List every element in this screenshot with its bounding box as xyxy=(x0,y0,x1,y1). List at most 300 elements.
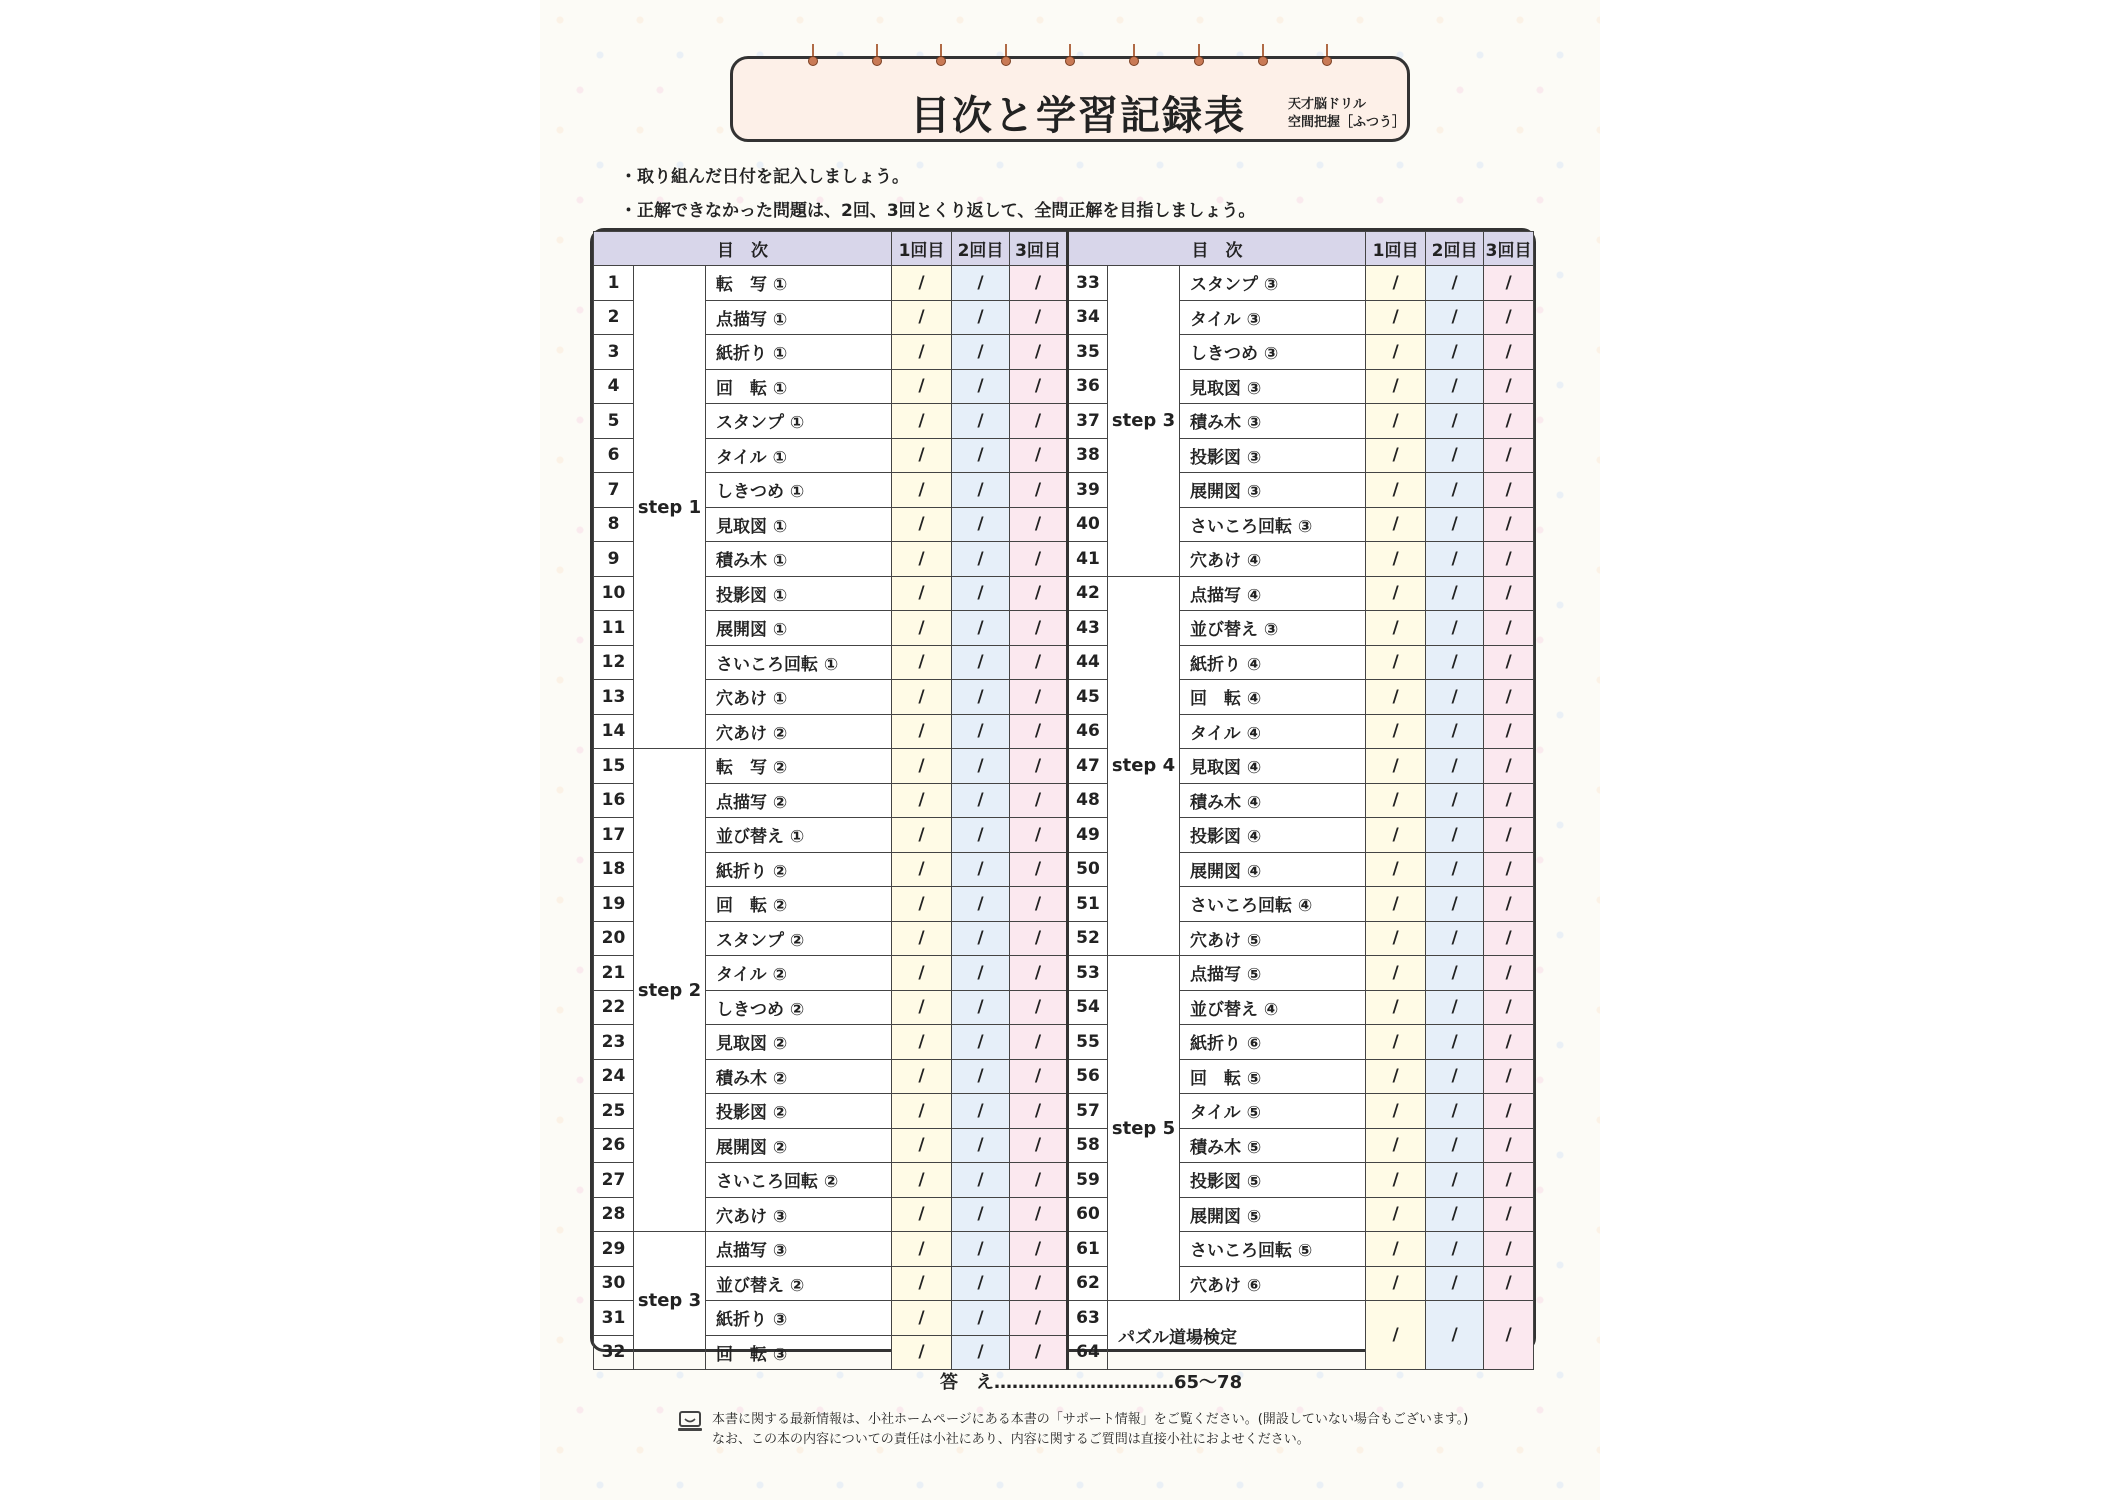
item-number: 37 xyxy=(1068,404,1108,439)
date-cell-3[interactable]: / xyxy=(1484,1163,1534,1198)
ring-binding xyxy=(1193,50,1205,70)
item-name: 紙折り ② xyxy=(706,852,892,887)
date-cell-1[interactable]: / xyxy=(892,1266,952,1301)
date-cell-3[interactable]: / xyxy=(1484,542,1534,577)
item-number: 64 xyxy=(1068,1335,1108,1370)
item-name: 紙折り ③ xyxy=(706,1301,892,1336)
date-cell-1[interactable]: / xyxy=(892,335,952,370)
item-number: 42 xyxy=(1068,576,1108,611)
date-cell-3[interactable]: / xyxy=(1484,1128,1534,1163)
date-cell-3[interactable]: / xyxy=(1484,990,1534,1025)
date-cell-2[interactable]: / xyxy=(1426,542,1484,577)
item-number: 61 xyxy=(1068,1232,1108,1267)
date-cell-3[interactable]: / xyxy=(1010,542,1068,577)
ring-binding xyxy=(1128,50,1140,70)
date-cell-1[interactable]: / xyxy=(892,852,952,887)
date-cell-3[interactable]: / xyxy=(1010,1025,1068,1060)
page-title: 目次と学習記録表 xyxy=(910,93,1246,139)
item-number: 57 xyxy=(1068,1094,1108,1129)
date-cell-2[interactable]: / xyxy=(952,714,1010,749)
item-number: 12 xyxy=(594,645,634,680)
date-cell-2[interactable]: / xyxy=(952,473,1010,508)
date-cell-2[interactable]: / xyxy=(1426,266,1484,301)
book-name-line2: 空間把握［ふつう］ xyxy=(1288,115,1406,130)
date-cell-1[interactable]: / xyxy=(892,714,952,749)
ring-binding xyxy=(1257,50,1269,70)
date-cell-1[interactable]: / xyxy=(1366,1025,1426,1060)
item-number: 6 xyxy=(594,438,634,473)
date-cell-3[interactable]: / xyxy=(1484,1266,1534,1301)
date-cell-3[interactable]: / xyxy=(1010,783,1068,818)
date-cell-2[interactable]: / xyxy=(952,335,1010,370)
date-cell-2[interactable]: / xyxy=(1426,1266,1484,1301)
table-row xyxy=(594,680,1534,715)
date-cell-2[interactable]: / xyxy=(1426,956,1484,991)
item-name: 並び替え ① xyxy=(706,818,892,853)
item-name: さいころ回転 ② xyxy=(706,1163,892,1198)
date-cell-3[interactable]: / xyxy=(1484,680,1534,715)
item-number: 34 xyxy=(1068,300,1108,335)
date-cell-1[interactable]: / xyxy=(892,1197,952,1232)
date-cell-2[interactable]: / xyxy=(952,576,1010,611)
date-cell-3[interactable]: / xyxy=(1484,1232,1534,1267)
date-cell-2[interactable]: / xyxy=(1426,335,1484,370)
item-name: 見取図 ③ xyxy=(1180,369,1366,404)
answers-line: 答 え…………………………65〜78 xyxy=(940,1372,1243,1393)
date-cell-2[interactable]: / xyxy=(1426,921,1484,956)
date-cell-2[interactable]: / xyxy=(952,300,1010,335)
item-number: 58 xyxy=(1068,1128,1108,1163)
date-cell-1[interactable]: / xyxy=(892,1163,952,1198)
item-number: 7 xyxy=(594,473,634,508)
date-cell-1[interactable]: / xyxy=(1366,335,1426,370)
table-row xyxy=(594,1025,1534,1060)
book-name-line1: 天才脳ドリル xyxy=(1288,97,1367,112)
date-cell-2[interactable]: / xyxy=(952,1232,1010,1267)
date-cell-2[interactable]: / xyxy=(952,887,1010,922)
toc-table xyxy=(593,231,1534,1370)
date-cell-3[interactable]: / xyxy=(1484,921,1534,956)
date-cell-1[interactable]: / xyxy=(892,300,952,335)
instruction-1: ・取り組んだ日付を記入しましょう。 xyxy=(620,167,909,187)
item-number: 28 xyxy=(594,1197,634,1232)
date-cell-2[interactable]: / xyxy=(1426,749,1484,784)
date-cell-2[interactable]: / xyxy=(952,404,1010,439)
step-label: step 5 xyxy=(1108,956,1180,1301)
date-cell-3[interactable]: / xyxy=(1010,1197,1068,1232)
item-name: 紙折り ⑥ xyxy=(1180,1025,1366,1060)
item-name: 回 転 ③ xyxy=(706,1335,892,1370)
table-row xyxy=(594,369,1534,404)
date-cell-1[interactable]: / xyxy=(1366,542,1426,577)
date-cell-1[interactable]: / xyxy=(892,887,952,922)
date-cell-2[interactable]: / xyxy=(1426,1301,1484,1370)
date-cell-2[interactable]: / xyxy=(952,990,1010,1025)
item-number: 56 xyxy=(1068,1059,1108,1094)
item-name: スタンプ ③ xyxy=(1180,266,1366,301)
date-cell-2[interactable]: / xyxy=(952,818,1010,853)
date-cell-1[interactable]: / xyxy=(892,507,952,542)
date-cell-2[interactable]: / xyxy=(952,266,1010,301)
date-cell-1[interactable]: / xyxy=(1366,714,1426,749)
date-cell-1[interactable]: / xyxy=(1366,852,1426,887)
date-cell-2[interactable]: / xyxy=(1426,1059,1484,1094)
date-cell-1[interactable]: / xyxy=(1366,887,1426,922)
date-cell-3[interactable]: / xyxy=(1484,369,1534,404)
date-cell-1[interactable]: / xyxy=(892,404,952,439)
date-cell-1[interactable]: / xyxy=(892,438,952,473)
item-number: 45 xyxy=(1068,680,1108,715)
item-name: タイル ⑤ xyxy=(1180,1094,1366,1129)
item-name: 穴あけ ⑥ xyxy=(1180,1266,1366,1301)
date-cell-2[interactable]: / xyxy=(1426,438,1484,473)
date-cell-2[interactable]: / xyxy=(1426,1094,1484,1129)
date-cell-1[interactable]: / xyxy=(1366,473,1426,508)
item-number: 39 xyxy=(1068,473,1108,508)
date-cell-2[interactable]: / xyxy=(1426,300,1484,335)
date-cell-1[interactable]: / xyxy=(892,749,952,784)
item-number: 25 xyxy=(594,1094,634,1129)
date-cell-2[interactable]: / xyxy=(1426,783,1484,818)
date-cell-1[interactable]: / xyxy=(1366,576,1426,611)
item-name: しきつめ ① xyxy=(706,473,892,508)
date-cell-1[interactable]: / xyxy=(892,369,952,404)
item-number: 23 xyxy=(594,1025,634,1060)
date-cell-2[interactable]: / xyxy=(1426,404,1484,439)
item-name: 点描写 ④ xyxy=(1180,576,1366,611)
date-cell-1[interactable]: / xyxy=(1366,507,1426,542)
date-cell-2[interactable]: / xyxy=(1426,576,1484,611)
item-name: さいころ回転 ④ xyxy=(1180,887,1366,922)
date-cell-2[interactable]: / xyxy=(1426,714,1484,749)
date-cell-1[interactable]: / xyxy=(1366,300,1426,335)
item-name: 紙折り ④ xyxy=(1180,645,1366,680)
date-cell-1[interactable]: / xyxy=(892,266,952,301)
date-cell-3[interactable]: / xyxy=(1484,473,1534,508)
date-cell-1[interactable]: / xyxy=(1366,404,1426,439)
item-name: 点描写 ① xyxy=(706,300,892,335)
item-name: 展開図 ⑤ xyxy=(1180,1197,1366,1232)
date-cell-3[interactable]: / xyxy=(1484,749,1534,784)
date-cell-2[interactable]: / xyxy=(952,783,1010,818)
item-name: 展開図 ② xyxy=(706,1128,892,1163)
date-cell-3[interactable]: / xyxy=(1010,818,1068,853)
date-cell-3[interactable]: / xyxy=(1010,611,1068,646)
date-cell-1[interactable]: / xyxy=(892,1301,952,1336)
date-cell-2[interactable]: / xyxy=(952,1094,1010,1129)
date-cell-3[interactable]: / xyxy=(1484,404,1534,439)
book-name xyxy=(1288,96,1405,132)
item-number: 27 xyxy=(594,1163,634,1198)
table-row xyxy=(594,1094,1534,1129)
date-cell-3[interactable]: / xyxy=(1010,576,1068,611)
date-cell-1[interactable]: / xyxy=(892,1094,952,1129)
date-cell-3[interactable]: / xyxy=(1484,714,1534,749)
date-cell-2[interactable]: / xyxy=(1426,680,1484,715)
table-row xyxy=(594,749,1534,784)
date-cell-3[interactable]: / xyxy=(1010,852,1068,887)
col-header-2: 2回目 xyxy=(952,232,1010,266)
item-name: 転 写 ① xyxy=(706,266,892,301)
item-number: 8 xyxy=(594,507,634,542)
item-number: 10 xyxy=(594,576,634,611)
date-cell-2[interactable]: / xyxy=(1426,1197,1484,1232)
date-cell-3[interactable]: / xyxy=(1010,714,1068,749)
date-cell-3[interactable]: / xyxy=(1010,1266,1068,1301)
date-cell-3[interactable]: / xyxy=(1010,1128,1068,1163)
item-name: 展開図 ① xyxy=(706,611,892,646)
item-number: 17 xyxy=(594,818,634,853)
date-cell-3[interactable]: / xyxy=(1010,680,1068,715)
date-cell-2[interactable]: / xyxy=(1426,611,1484,646)
date-cell-1[interactable]: / xyxy=(892,1335,952,1370)
item-name: 積み木 ④ xyxy=(1180,783,1366,818)
item-number: 9 xyxy=(594,542,634,577)
date-cell-3[interactable]: / xyxy=(1484,1025,1534,1060)
date-cell-1[interactable]: / xyxy=(892,783,952,818)
table-row xyxy=(594,921,1534,956)
date-cell-1[interactable]: / xyxy=(892,611,952,646)
date-cell-3[interactable]: / xyxy=(1484,783,1534,818)
item-number: 48 xyxy=(1068,783,1108,818)
date-cell-1[interactable]: / xyxy=(892,645,952,680)
date-cell-2[interactable]: / xyxy=(952,507,1010,542)
instruction-2: ・正解できなかった問題は、2回、3回とくり返して、全問正解を目指しましょう。 xyxy=(620,201,1256,221)
table-row xyxy=(594,852,1534,887)
date-cell-2[interactable]: / xyxy=(952,1266,1010,1301)
date-cell-3[interactable]: / xyxy=(1484,645,1534,680)
date-cell-2[interactable]: / xyxy=(1426,645,1484,680)
date-cell-3[interactable]: / xyxy=(1010,438,1068,473)
item-number: 40 xyxy=(1068,507,1108,542)
date-cell-2[interactable]: / xyxy=(952,956,1010,991)
date-cell-3[interactable]: / xyxy=(1010,300,1068,335)
item-number: 50 xyxy=(1068,852,1108,887)
date-cell-3[interactable]: / xyxy=(1010,887,1068,922)
item-number: 15 xyxy=(594,749,634,784)
date-cell-3[interactable]: / xyxy=(1010,369,1068,404)
date-cell-1[interactable]: / xyxy=(892,1025,952,1060)
date-cell-1[interactable]: / xyxy=(892,576,952,611)
ring-binding xyxy=(871,50,883,70)
date-cell-1[interactable]: / xyxy=(1366,369,1426,404)
date-cell-1[interactable]: / xyxy=(1366,956,1426,991)
date-cell-3[interactable]: / xyxy=(1484,1059,1534,1094)
table-row xyxy=(594,438,1534,473)
date-cell-1[interactable]: / xyxy=(1366,645,1426,680)
date-cell-3[interactable]: / xyxy=(1484,576,1534,611)
date-cell-3[interactable]: / xyxy=(1010,645,1068,680)
date-cell-1[interactable]: / xyxy=(1366,1197,1426,1232)
table-header-row xyxy=(594,232,1534,266)
date-cell-3[interactable]: / xyxy=(1010,990,1068,1025)
date-cell-3[interactable]: / xyxy=(1010,266,1068,301)
item-name: 穴あけ ③ xyxy=(706,1197,892,1232)
date-cell-2[interactable]: / xyxy=(1426,1232,1484,1267)
date-cell-3[interactable]: / xyxy=(1484,852,1534,887)
date-cell-1[interactable]: / xyxy=(892,1128,952,1163)
date-cell-3[interactable]: / xyxy=(1484,1197,1534,1232)
date-cell-1[interactable]: / xyxy=(892,1059,952,1094)
date-cell-1[interactable]: / xyxy=(1366,749,1426,784)
computer-icon xyxy=(677,1410,703,1434)
date-cell-3[interactable]: / xyxy=(1484,1301,1534,1370)
toc-header-right: 目 次 xyxy=(1068,232,1366,266)
date-cell-2[interactable]: / xyxy=(1426,818,1484,853)
item-name: 回 転 ① xyxy=(706,369,892,404)
item-number: 38 xyxy=(1068,438,1108,473)
date-cell-3[interactable]: / xyxy=(1010,1094,1068,1129)
date-cell-3[interactable]: / xyxy=(1484,611,1534,646)
item-name: 回 転 ⑤ xyxy=(1180,1059,1366,1094)
date-cell-2[interactable]: / xyxy=(1426,852,1484,887)
date-cell-1[interactable]: / xyxy=(1366,1059,1426,1094)
date-cell-1[interactable]: / xyxy=(1366,1301,1426,1370)
date-cell-3[interactable]: / xyxy=(1010,1059,1068,1094)
date-cell-2[interactable]: / xyxy=(1426,1025,1484,1060)
item-name: 積み木 ③ xyxy=(1180,404,1366,439)
date-cell-2[interactable]: / xyxy=(1426,369,1484,404)
date-cell-3[interactable]: / xyxy=(1010,1163,1068,1198)
date-cell-2[interactable]: / xyxy=(1426,1163,1484,1198)
item-name: スタンプ ② xyxy=(706,921,892,956)
item-number: 29 xyxy=(594,1232,634,1267)
date-cell-3[interactable]: / xyxy=(1010,1335,1068,1370)
special-test-label: パズル道場検定 xyxy=(1108,1301,1366,1370)
item-name: 見取図 ① xyxy=(706,507,892,542)
date-cell-2[interactable]: / xyxy=(952,1197,1010,1232)
date-cell-2[interactable]: / xyxy=(952,1163,1010,1198)
item-number: 18 xyxy=(594,852,634,887)
date-cell-1[interactable]: / xyxy=(1366,1094,1426,1129)
date-cell-1[interactable]: / xyxy=(892,680,952,715)
item-number: 31 xyxy=(594,1301,634,1336)
date-cell-2[interactable]: / xyxy=(952,852,1010,887)
date-cell-2[interactable]: / xyxy=(952,1059,1010,1094)
item-number: 2 xyxy=(594,300,634,335)
date-cell-3[interactable]: / xyxy=(1010,507,1068,542)
item-name: さいころ回転 ⑤ xyxy=(1180,1232,1366,1267)
item-number: 11 xyxy=(594,611,634,646)
item-name: しきつめ ② xyxy=(706,990,892,1025)
date-cell-2[interactable]: / xyxy=(952,680,1010,715)
table-row xyxy=(594,1301,1534,1336)
date-cell-2[interactable]: / xyxy=(952,542,1010,577)
item-name: 投影図 ③ xyxy=(1180,438,1366,473)
date-cell-1[interactable]: / xyxy=(892,542,952,577)
date-cell-2[interactable]: / xyxy=(1426,1128,1484,1163)
item-name: 投影図 ④ xyxy=(1180,818,1366,853)
item-name: 展開図 ④ xyxy=(1180,852,1366,887)
date-cell-2[interactable]: / xyxy=(1426,507,1484,542)
date-cell-3[interactable]: / xyxy=(1484,1094,1534,1129)
item-name: さいころ回転 ③ xyxy=(1180,507,1366,542)
item-name: 回 転 ④ xyxy=(1180,680,1366,715)
item-name: 投影図 ⑤ xyxy=(1180,1163,1366,1198)
item-name: 点描写 ③ xyxy=(706,1232,892,1267)
date-cell-3[interactable]: / xyxy=(1010,956,1068,991)
date-cell-1[interactable]: / xyxy=(1366,1163,1426,1198)
date-cell-3[interactable]: / xyxy=(1484,438,1534,473)
ring-binding xyxy=(1321,50,1333,70)
date-cell-1[interactable]: / xyxy=(1366,1128,1426,1163)
date-cell-1[interactable]: / xyxy=(1366,1266,1426,1301)
date-cell-3[interactable]: / xyxy=(1484,507,1534,542)
item-number: 30 xyxy=(594,1266,634,1301)
table-row xyxy=(594,1128,1534,1163)
date-cell-1[interactable]: / xyxy=(892,818,952,853)
date-cell-1[interactable]: / xyxy=(1366,680,1426,715)
table-row xyxy=(594,404,1534,439)
date-cell-1[interactable]: / xyxy=(892,921,952,956)
date-cell-1[interactable]: / xyxy=(1366,818,1426,853)
item-number: 26 xyxy=(594,1128,634,1163)
date-cell-1[interactable]: / xyxy=(892,990,952,1025)
info-line-1: 本書に関する最新情報は、小社ホームページにある本書の「サポート情報」をご覧ください。(開設していない場合もございます。) xyxy=(712,1412,1469,1427)
ring-binding xyxy=(1064,50,1076,70)
date-cell-3[interactable]: / xyxy=(1484,818,1534,853)
date-cell-1[interactable]: / xyxy=(1366,1232,1426,1267)
date-cell-1[interactable]: / xyxy=(892,473,952,508)
item-number: 46 xyxy=(1068,714,1108,749)
date-cell-1[interactable]: / xyxy=(892,1232,952,1267)
date-cell-3[interactable]: / xyxy=(1010,921,1068,956)
date-cell-1[interactable]: / xyxy=(1366,990,1426,1025)
date-cell-2[interactable]: / xyxy=(952,611,1010,646)
item-number: 1 xyxy=(594,266,634,301)
date-cell-3[interactable]: / xyxy=(1484,956,1534,991)
date-cell-3[interactable]: / xyxy=(1484,887,1534,922)
item-name: タイル ② xyxy=(706,956,892,991)
item-number: 63 xyxy=(1068,1301,1108,1336)
date-cell-1[interactable]: / xyxy=(1366,921,1426,956)
date-cell-2[interactable]: / xyxy=(952,438,1010,473)
date-cell-3[interactable]: / xyxy=(1484,266,1534,301)
item-number: 47 xyxy=(1068,749,1108,784)
date-cell-1[interactable]: / xyxy=(1366,783,1426,818)
date-cell-2[interactable]: / xyxy=(952,645,1010,680)
info-line-2: なお、この本の内容についての責任は小社にあり、内容に関するご質問は直接小社におよせください。 xyxy=(712,1432,1310,1447)
date-cell-1[interactable]: / xyxy=(1366,611,1426,646)
date-cell-2[interactable]: / xyxy=(952,1335,1010,1370)
item-number: 5 xyxy=(594,404,634,439)
date-cell-2[interactable]: / xyxy=(1426,887,1484,922)
date-cell-2[interactable]: / xyxy=(952,921,1010,956)
date-cell-3[interactable]: / xyxy=(1010,1232,1068,1267)
item-name: タイル ① xyxy=(706,438,892,473)
date-cell-2[interactable]: / xyxy=(1426,473,1484,508)
date-cell-1[interactable]: / xyxy=(1366,266,1426,301)
date-cell-1[interactable]: / xyxy=(892,956,952,991)
item-number: 22 xyxy=(594,990,634,1025)
date-cell-3[interactable]: / xyxy=(1010,749,1068,784)
date-cell-2[interactable]: / xyxy=(952,369,1010,404)
date-cell-3[interactable]: / xyxy=(1010,1301,1068,1336)
date-cell-1[interactable]: / xyxy=(1366,438,1426,473)
date-cell-3[interactable]: / xyxy=(1484,335,1534,370)
item-number: 60 xyxy=(1068,1197,1108,1232)
date-cell-3[interactable]: / xyxy=(1010,404,1068,439)
date-cell-2[interactable]: / xyxy=(1426,990,1484,1025)
date-cell-3[interactable]: / xyxy=(1484,300,1534,335)
date-cell-3[interactable]: / xyxy=(1010,473,1068,508)
date-cell-2[interactable]: / xyxy=(952,1025,1010,1060)
date-cell-3[interactable]: / xyxy=(1010,335,1068,370)
item-name: 転 写 ② xyxy=(706,749,892,784)
date-cell-2[interactable]: / xyxy=(952,1301,1010,1336)
date-cell-2[interactable]: / xyxy=(952,749,1010,784)
date-cell-2[interactable]: / xyxy=(952,1128,1010,1163)
